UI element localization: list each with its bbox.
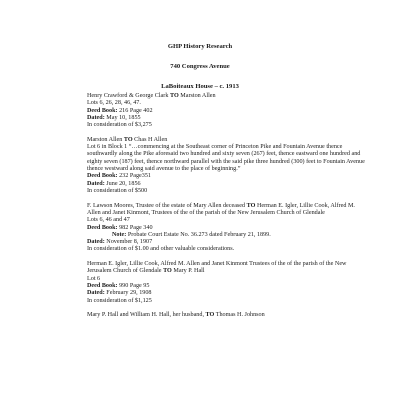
grantor: F. Lawson Moores, Trustee of the estate of Mary Allen deceased	[87, 202, 246, 209]
deed-book-value: 216 Page 402	[119, 107, 153, 114]
deed-book-line	[87, 173, 367, 180]
house-name: LaBoiteaux House – c. 1913	[161, 83, 239, 90]
note-label: Note:	[112, 231, 127, 238]
transfer-to: TO	[205, 312, 215, 319]
transfer-to: TO	[123, 136, 133, 143]
dated-value: June 20, 1856	[106, 180, 141, 187]
transfer-line	[87, 203, 367, 218]
document-headings	[0, 43, 400, 91]
grantee: Thomas H. Johnson	[215, 312, 265, 319]
transfer-line	[87, 93, 367, 100]
consideration-line: In consideration of $500	[87, 187, 148, 194]
deed-book-line	[87, 225, 367, 232]
dated-value: February 29, 1908	[106, 290, 152, 297]
grantor: Henry Crawford & George Clark	[87, 93, 169, 99]
property-address: 740 Congress Avenue	[170, 63, 230, 70]
lots-line: Lot 6	[87, 275, 101, 282]
transfer-line	[87, 261, 367, 276]
deed-entry	[87, 312, 367, 319]
deed-entry	[87, 137, 367, 195]
dated-label: Dated:	[87, 290, 105, 297]
dated-value: November 8, 1907	[106, 239, 153, 246]
deed-entry	[87, 93, 367, 129]
deed-entries	[87, 93, 367, 327]
dated-label: Dated:	[87, 114, 105, 121]
deed-book-label: Deed Book:	[87, 107, 118, 114]
deed-book-value: 232 Page351	[119, 173, 151, 180]
grantee: Herman E. Igler, Lillie Cook, Alfred M. Allen and Janet Kinmont, Trustees of the of the parish of the New Jerusalem Church of Glendale	[87, 202, 355, 216]
consideration-line: In consideration of $3,275	[87, 122, 152, 129]
grantee: Marston Allen	[180, 93, 216, 99]
grantor: Herman E. Igler, Lillie Cook, Alfred M. Allen and Janet Kinmont Trustees of the of the parish of the New Jerusalem Church of Glendale	[87, 261, 347, 275]
deed-book-label: Deed Book:	[87, 224, 118, 231]
transfer-to: TO	[163, 268, 172, 275]
dated-label: Dated:	[87, 239, 105, 246]
consideration-line: In consideration of $1,125	[87, 297, 152, 304]
transfer-to: TO	[246, 202, 256, 209]
deed-entry	[87, 203, 367, 254]
consideration-line: In consideration of $1.00 and other valuable considerations.	[87, 246, 235, 253]
dated-line	[87, 290, 367, 297]
deed-book-label: Deed Book:	[87, 283, 118, 289]
grantee: Chas H Allen	[134, 136, 168, 143]
dated-label: Dated:	[87, 180, 105, 187]
property-description: Lot 6 in Block 1 “…commencing at the Southeast corner of Princeton Pike and Fountain Avenue thence southwardly along the Pike aforesaid two hundred and sixty seven (267) feet, thence eastward one hundred and eighty seven (187) feet, thence northward parallel with the said pike three hundred (300) feet to Fountain Avenue thence westward along said avenue to the place of beginning.”	[87, 144, 365, 173]
deed-book-line	[87, 283, 367, 290]
deed-book-value: 990 Page 95	[119, 283, 150, 289]
grantor: Marston Allen	[87, 136, 123, 143]
dated-value: May 10, 1855	[106, 114, 141, 121]
note-value: Probate Court Estate No. 36.273 dated February 21, 1899.	[127, 231, 271, 238]
grantee: Mary P. Hall	[173, 268, 205, 275]
deed-book-line	[87, 108, 367, 115]
grantor: Mary P. Hall and William H. Hall, her husband,	[87, 312, 204, 319]
lots-line: Lots 6, 46 and 47	[87, 217, 130, 224]
transfer-to: TO	[169, 93, 179, 99]
lots-line: Lots 6, 26, 28, 46, 47.	[87, 100, 141, 107]
deed-entry	[87, 261, 367, 305]
dated-line	[87, 181, 367, 188]
document-title: GHP History Research	[167, 43, 233, 50]
deed-book-value: 982 Page 340	[119, 224, 153, 231]
transfer-line	[87, 312, 367, 319]
note-line	[87, 232, 367, 239]
deed-book-label: Deed Book:	[87, 173, 118, 180]
